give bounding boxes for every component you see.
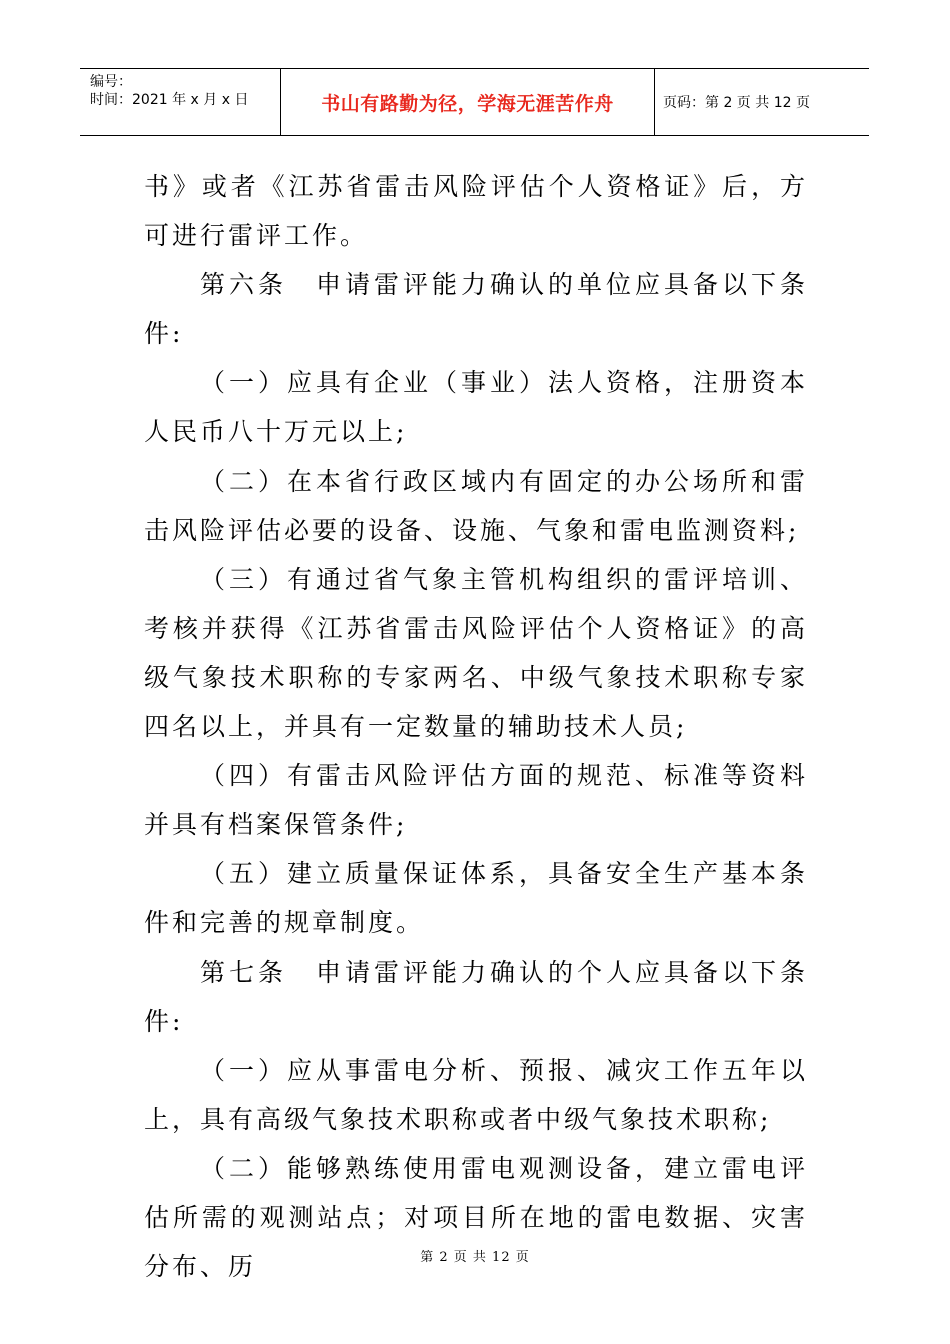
header-motto: 书山有路勤为径，学海无涯苦作舟 [281, 69, 655, 135]
body-paragraph: （二）能够熟练使用雷电观测设备，建立雷电评估所需的观测站点；对项目所在地的雷电数据、灾害分布、历 [144, 1153, 808, 1282]
body-paragraph: 书》或者《江苏省雷击风险评估个人资格证》后，方可进行雷评工作。 [144, 172, 808, 251]
body-paragraph: （五）建立质量保证体系，具备安全生产基本条件和完善的规章制度。 [144, 859, 808, 938]
body-paragraph: （三）有通过省气象主管机构组织的雷评培训、考核并获得《江苏省雷击风险评估个人资格证》的高级气象技术职称的专家两名、中级气象技术职称专家四名以上，并具有一定数量的辅助技术人员; [144, 564, 808, 742]
body-paragraph: （一）应具有企业（事业）法人资格，注册资本人民币八十万元以上; [144, 368, 808, 447]
document-date: 时间：2021 年 x 月 x 日 [90, 92, 249, 108]
page-header [80, 68, 869, 136]
header-meta [80, 69, 281, 135]
body-paragraph: （二）在本省行政区域内有固定的办公场所和雷击风险评估必要的设备、设施、气象和雷电监测资料; [144, 466, 808, 545]
body-paragraph: （四）有雷击风险评估方面的规范、标准等资料并具有档案保管条件; [144, 761, 808, 840]
document-body [144, 162, 808, 1291]
body-paragraph: （一）应从事雷电分析、预报、减灾工作五年以上，具有高级气象技术职称或者中级气象技术职称; [144, 1055, 808, 1134]
page-footer: 第 2 页 共 12 页 [420, 1250, 530, 1265]
body-paragraph: 第七条 申请雷评能力确认的个人应具备以下条件: [144, 957, 808, 1036]
body-paragraph: 第六条 申请雷评能力确认的单位应具备以下条件: [144, 270, 808, 349]
document-number-label: 编号： [90, 74, 132, 90]
header-page-info: 页码：第 2 页 共 12 页 [663, 95, 810, 111]
